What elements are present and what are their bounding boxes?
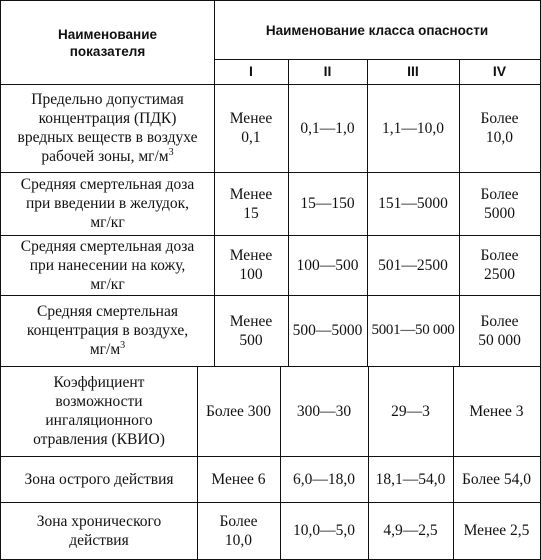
row-kvio-class-1: Более 300 xyxy=(205,402,272,420)
vrule-lower-2 xyxy=(280,366,281,560)
row-mac-class-3: 1,1—10,0 xyxy=(382,119,444,137)
row-mac-name-text: Предельно допустимая концентрация (ПДК) вредных веществ в воздухе рабочей зоны, мг/м xyxy=(17,91,198,165)
row-dermal-class-4: Более 2500 xyxy=(480,247,519,283)
rule-row-6 xyxy=(0,502,541,503)
row-dermal-name: Средняя смертельная доза при нанесении на кожу, мг/кг xyxy=(20,237,195,293)
table-border-top xyxy=(0,0,541,1)
row-kvio-class-3: 29—3 xyxy=(391,402,430,420)
row-inhal-class-3: 5001—50 000 xyxy=(371,322,455,338)
row-inhal-class-2: 500—5000 xyxy=(292,322,363,339)
vrule-lower-4 xyxy=(453,366,454,560)
rule-class-header xyxy=(214,59,540,60)
vrule-upper-4 xyxy=(459,59,460,366)
row-inhal-name xyxy=(1,295,214,366)
row-dermal-class-1: Менее 100 xyxy=(229,247,273,283)
header-indicator: Наименование показателя xyxy=(57,26,158,59)
class-4-label: IV xyxy=(492,63,507,79)
row-dermal-class-2: 100—500 xyxy=(296,256,359,274)
vrule-upper-3 xyxy=(367,59,368,366)
row-oral-class-3: 151—5000 xyxy=(378,195,448,212)
vrule-upper-2 xyxy=(288,59,289,366)
header-hazard-class: Наименование класса опасности xyxy=(265,22,489,38)
row-kvio-name: Коэффициент возможности ингаляционного отравления (КВИО) xyxy=(33,374,165,448)
row-mac-class-1: Менее 0,1 xyxy=(229,110,273,146)
vrule-upper-1 xyxy=(214,0,215,366)
row-inhal-class-4: Более 50 000 xyxy=(478,312,521,349)
row-kvio-class-2: 300—30 xyxy=(296,402,352,420)
row-chronic-class-1: Более 10,0 xyxy=(219,512,258,549)
vrule-lower-3 xyxy=(368,366,369,560)
rule-row-4 xyxy=(0,366,541,367)
row-acute-class-2: 6,0—18,0 xyxy=(293,470,355,488)
rule-row-5 xyxy=(0,456,541,457)
row-oral-class-4: Более 5000 xyxy=(480,185,519,222)
class-3-label: III xyxy=(407,63,419,79)
row-mac-name xyxy=(1,84,214,172)
row-chronic-class-2: 10,0—5,0 xyxy=(293,522,355,539)
row-inhal-class-1: Менее 500 xyxy=(229,312,273,349)
row-dermal-class-3: 501—2500 xyxy=(378,256,448,274)
row-acute-name: Зона острого действия xyxy=(24,470,174,488)
row-mac-name-sup: 3 xyxy=(168,146,174,158)
row-oral-class-2: 15—150 xyxy=(300,195,355,212)
row-inhal-name-sup: 3 xyxy=(120,339,126,351)
row-mac-class-2: 0,1—1,0 xyxy=(300,119,355,137)
row-chronic-class-3: 4,9—2,5 xyxy=(383,522,438,539)
vrule-lower-1 xyxy=(197,366,198,560)
row-mac-class-4: Более 10,0 xyxy=(480,110,519,146)
row-oral-name: Средняя смертельная доза при введении в желудок, мг/кг xyxy=(20,176,195,231)
class-2-label: II xyxy=(323,63,332,79)
row-oral-class-1: Менее 15 xyxy=(229,185,273,222)
row-inhal-name-text: Средняя смертельная концентрация в воздухе, мг/м xyxy=(26,303,189,358)
row-chronic-name: Зона хронического действия xyxy=(36,512,162,549)
row-acute-class-4: Более 54,0 xyxy=(462,470,531,488)
class-1-label: I xyxy=(249,63,253,79)
row-chronic-class-4: Менее 2,5 xyxy=(463,522,530,539)
row-kvio-class-4: Менее 3 xyxy=(469,402,524,420)
row-acute-class-3: 18,1—54,0 xyxy=(375,470,446,488)
row-acute-class-1: Менее 6 xyxy=(211,470,266,488)
